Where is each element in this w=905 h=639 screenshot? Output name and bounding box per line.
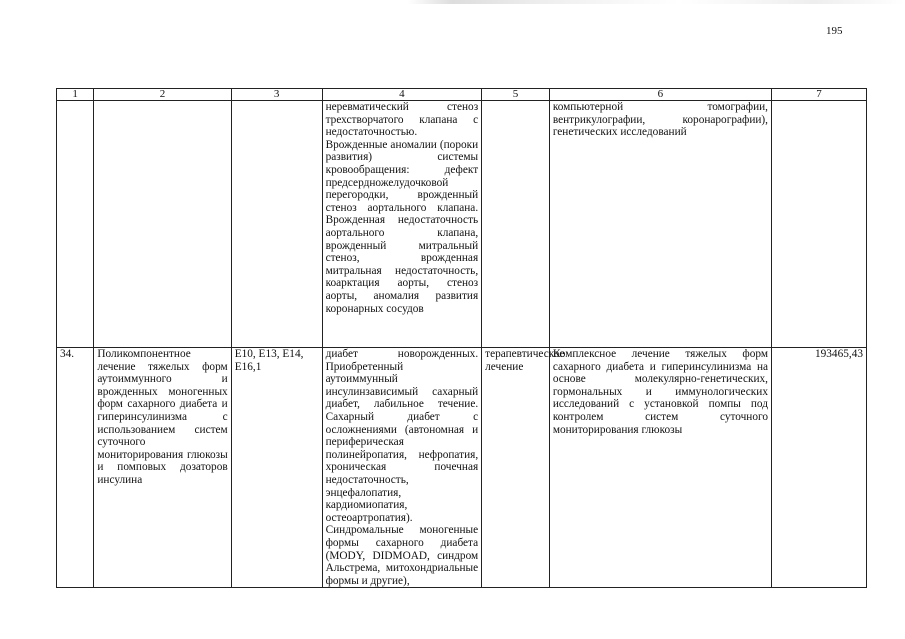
column-header-2: 2 [94,89,231,101]
row-number: 34. [57,348,94,588]
page-number: 195 [826,25,843,37]
diagnosis-cell-continued: неревматический стеноз трехстворчатого клапана с недостаточностью. Врожденные аномалии (пороки развития) системы кровообращения: дефект предсердножелудочковой перегородки, врожденный стеноз аортального клапана. Врожденная недостаточность аортального клапана, врожденный митральный стеноз, врожденная митральная недостаточность, коарктация аорты, стеноз аорты, аномалия развития коронарных сосудов [322,101,482,348]
method-cell: Комплексное лечение тяжелых форм сахарного диабета и гиперинсулинизма на основе молекулярно-генетических, гормональных и иммунологических исследований с установкой помпы под контролем систем суточного мониторирования глюкозы [549,348,771,588]
table-row-34 [57,348,867,588]
treatment-type-cell: терапевтическое лечение [482,348,550,588]
treatment-table [56,88,867,588]
cell-empty [94,101,231,348]
column-header-4: 4 [322,89,482,101]
table-row-continued [57,101,867,348]
cell-empty [772,101,867,348]
cell-empty [231,101,322,348]
diagnosis-cell: диабет новорожденных. Приобретенный аутоиммунный инсулинзависимый сахарный диабет, лабильное течение. Сахарный диабет с осложнениями (автономная и периферическая полинейропатия, нефропатия, хроническая почечная недостаточность, энцефалопатия, кардиомиопатия, остеоартропатия). Синдромальные моногенные формы сахарного диабета (MODY, DIDMOAD, синдром Альстрема, митохондриальные формы и другие), [322,348,482,588]
column-header-5: 5 [482,89,550,101]
treatment-name-cell: Поликомпонентное лечение тяжелых форм аутоиммунного и врожденных моногенных форм сахарного диабета и гиперинсулинизма с использованием систем суточного мониторирования глюкозы и помповых дозаторов инсулина [94,348,231,588]
cost-cell: 193465,43 [772,348,867,588]
icd-codes-cell: E10, E13, E14, E16,1 [231,348,322,588]
column-number-row [57,89,867,101]
cell-empty [57,101,94,348]
column-header-7: 7 [772,89,867,101]
column-header-6: 6 [549,89,771,101]
cell-empty [482,101,550,348]
column-header-3: 3 [231,89,322,101]
scan-edge-artifact [0,0,905,4]
column-header-1: 1 [57,89,94,101]
method-cell-continued: компьютерной томографии, вентрикулографии, коронарографии), генетических исследований [549,101,771,348]
